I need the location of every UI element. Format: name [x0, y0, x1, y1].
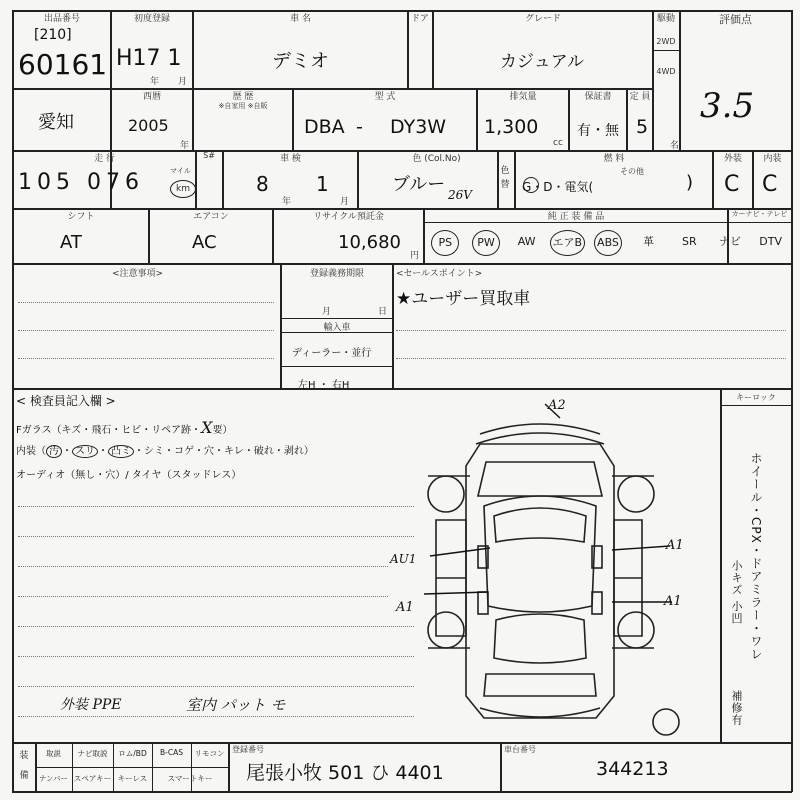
equipment-item [466, 230, 507, 256]
equipment-list [425, 226, 791, 260]
inspection-month: 1 [316, 172, 329, 196]
model-type-label: 型 式 [374, 92, 396, 102]
fuel-other-label: その他 [620, 167, 644, 176]
model-year: 2005 [128, 116, 169, 135]
equipment-item [710, 230, 751, 254]
dotted-line [18, 566, 388, 567]
interior-item: 破れ [253, 446, 274, 457]
footer-equipment-item: B-CAS [160, 748, 183, 757]
displacement: 1,300 [484, 116, 539, 138]
drive-4wd: 4WD [656, 67, 676, 76]
damage-mark-right-upper: A1 [666, 538, 684, 553]
interior-label: 内装 [763, 154, 782, 164]
caution-label: <注意事項> [112, 269, 164, 279]
footer-items-row1 [35, 744, 228, 766]
interior-prefix: 内装（ [16, 446, 46, 457]
dotted-line [18, 626, 414, 627]
dotted-line [396, 358, 786, 359]
import-label: 輸入車 [323, 323, 351, 333]
fuel-gasoline-circle [523, 177, 539, 193]
windshield-line [16, 418, 232, 437]
damage-mark-left-upper: AU1 [390, 552, 417, 566]
damage-mark-left-lower: A1 [396, 600, 414, 615]
interior-item: キレ [224, 446, 244, 457]
warranty: 有・無 [577, 123, 619, 139]
aircon-label: エアコン [193, 212, 229, 222]
damage-mark-front: A2 [548, 398, 566, 413]
drive-2wd: 2WD [656, 37, 676, 46]
audio-tire-line: オーディオ（無し・穴）/ タイヤ（スタッドレス） [16, 470, 242, 481]
year-suffix: 年 [150, 77, 160, 87]
rule [392, 263, 394, 388]
footer-equipment-item: 取説 [46, 749, 61, 758]
sales-point: ★ユーザー買取車 [396, 289, 531, 309]
dotted-line [396, 330, 786, 331]
footer-equipment-item: スペアキー [73, 774, 112, 783]
registration-number: 尾張小牧 501 ひ 4401 [246, 762, 444, 784]
separator: ・ [62, 446, 72, 457]
footer-equipment-item: ナンバー [38, 774, 69, 783]
exterior-grade: C [724, 172, 740, 197]
handwritten-note-exterior: 外装 PPE [60, 697, 122, 713]
month-suffix: 月 [178, 77, 188, 87]
color-change-label: 色替 [500, 166, 510, 190]
steering-option: 左H ・ 右H [298, 380, 350, 391]
person-suffix: 名 [670, 141, 680, 151]
separator: ・ [243, 446, 254, 457]
equipment-item [547, 230, 588, 256]
rule [652, 10, 654, 150]
rule [280, 366, 392, 367]
rule [720, 388, 722, 742]
footer-items-row2 [35, 769, 228, 791]
rule [791, 10, 793, 792]
recycle-label: リサイクル預託金 [313, 212, 384, 222]
unit-km: km [170, 180, 196, 198]
separator: ・ [98, 446, 108, 457]
month-suffix: 月 [322, 307, 332, 317]
equipment-item [506, 230, 547, 254]
equipment-item-label: PS [431, 230, 459, 256]
sales-point-label: <セールスポイント> [396, 269, 483, 279]
key-lock-label: キーロック [736, 393, 776, 402]
equipment-item [425, 230, 466, 256]
footer-equipment-item: ナビ取説 [77, 749, 108, 758]
color-code: 26V [448, 188, 472, 202]
chassis-no-label: 車台番号 [504, 745, 536, 754]
footer-equipment-item: ロム/BD [118, 749, 147, 758]
reg-deadline-label: 登録義務期限 [309, 269, 364, 279]
equipment-item [588, 230, 629, 256]
interior-item: スリ [72, 445, 98, 458]
year-suffix: 年 [282, 197, 292, 207]
car-name-label: 車 名 [290, 14, 311, 24]
rule [12, 263, 792, 265]
history-sub-label: ※自家用 ※自販 [218, 102, 268, 110]
equipment-item-label: DTV [759, 235, 783, 248]
first-registration: H17 1 [116, 46, 182, 71]
footer-equipment-item: リモコン [194, 749, 225, 758]
rule [35, 767, 228, 768]
model-prefix: DBA [304, 116, 345, 138]
dealer-option: ディーラー・並行 [292, 348, 372, 359]
repair-note: 補修有 [730, 690, 743, 726]
day-suffix: 日 [378, 307, 388, 317]
reg-no-label: 登録番号 [232, 745, 264, 754]
month-suffix: 月 [340, 197, 350, 207]
interior-item: コゲ [174, 446, 194, 457]
rule [12, 791, 792, 793]
equipment-item-label: PW [472, 230, 500, 256]
dotted-line [18, 330, 274, 331]
windshield-mark: X [201, 418, 213, 437]
inspector-title: < 検査員記入欄 > [16, 394, 116, 408]
rule [228, 742, 230, 792]
grade-label: グレード [524, 14, 561, 24]
equipment-label: 純 正 装 備 品 [547, 212, 605, 222]
rule [12, 10, 14, 792]
rule [280, 318, 392, 319]
interior-item: 穴 [204, 446, 214, 457]
color: ブルー [392, 174, 446, 195]
fuel-label: 燃 料 [603, 154, 625, 164]
rule [720, 405, 792, 406]
car-navi-label: カーナビ・テレビ [731, 210, 788, 218]
equipment-item-label: 革 [643, 235, 655, 248]
history-label: 歴 歴 [232, 92, 254, 102]
displacement-label: 排気量 [509, 92, 537, 102]
interior-item: 汚 [46, 445, 62, 458]
model-dash: - [356, 116, 363, 138]
fuel-close: ) [686, 172, 694, 193]
rule [423, 222, 791, 223]
rule [679, 10, 681, 150]
drive-label: 駆動 [656, 14, 675, 24]
equipment-item-label: ABS [594, 230, 622, 256]
handwritten-note-interior: 室内 パット モ [186, 696, 286, 714]
dotted-line [18, 656, 414, 657]
exterior-label: 外装 [723, 154, 742, 164]
region: 愛知 [38, 112, 74, 133]
equipment-item [669, 230, 710, 254]
rule [12, 388, 792, 390]
dotted-line [18, 506, 414, 507]
model-year-label: 西暦 [142, 92, 161, 102]
damage-mark-right-lower: A1 [664, 594, 682, 609]
interior-item: 剥れ [283, 446, 304, 457]
equipment-item-label: エアB [550, 230, 586, 256]
rule [500, 742, 502, 792]
dotted-line [18, 596, 388, 597]
shift: AT [60, 232, 82, 253]
windshield-suffix: 要） [212, 425, 233, 436]
aircon: AC [192, 232, 217, 253]
grade: カジュアル [500, 52, 584, 72]
wheel-note: ホイール・CPX・ドアミラー・ワレ [749, 452, 763, 661]
inspection-label: 車 検 [280, 154, 301, 164]
equipment-item-label: SR [682, 235, 697, 248]
equipment-item-label: AW [517, 235, 536, 248]
score-label: 評価点 [719, 13, 752, 26]
lane-number: [210] [34, 27, 72, 43]
rule [652, 50, 679, 51]
mileage-label: 走 行 [94, 154, 115, 164]
unit-mile: マイル [170, 167, 191, 175]
cc-unit: cc [553, 138, 563, 148]
dotted-line [18, 358, 274, 359]
footer-equipment-item: スマートキー [167, 774, 213, 783]
interior-grade: C [762, 172, 778, 197]
auction-no-label: 出品番号 [43, 14, 80, 24]
meter-label: S# [203, 151, 215, 160]
interior-line [16, 442, 314, 457]
equipment-item [750, 230, 791, 254]
interior-item: シミ [144, 446, 164, 457]
recycle-fee: 10,680 [338, 232, 401, 253]
color-label: 色 (Col.No) [412, 154, 461, 164]
separator: ・ [194, 446, 204, 457]
equipment-item-label: ナビ [718, 235, 741, 248]
capacity-label: 定 員 [629, 92, 651, 102]
dotted-line [18, 686, 414, 687]
separator: ・ [273, 446, 284, 457]
year-suffix: 年 [180, 141, 190, 151]
footer-equipment-item: キーレス [117, 774, 148, 783]
shift-label: シフト [67, 212, 95, 222]
capacity: 5 [636, 116, 649, 138]
dotted-line [18, 716, 414, 717]
score: 3.5 [700, 86, 755, 126]
equipment-item [628, 230, 669, 254]
fuel: G・D・電気( [522, 180, 594, 194]
interior-suffix: ） [303, 446, 314, 457]
warranty-label: 保証書 [584, 92, 612, 102]
windshield-text: Fガラス（キズ・飛石・ヒビ・リペア跡・ [16, 425, 202, 436]
car-name: デミオ [272, 50, 330, 72]
door-label: ドア [411, 14, 429, 24]
separator: ・ [214, 446, 224, 457]
footer-equipment-label: 装 備 [19, 751, 29, 781]
car-damage-diagram [380, 396, 716, 742]
separator: ・ [164, 446, 174, 457]
recycle-unit: 円 [410, 251, 420, 261]
model-code: DY3W [390, 116, 447, 138]
chassis-number: 344213 [596, 758, 669, 780]
separator: ・ [134, 446, 144, 457]
lot-number: 60161 [18, 48, 108, 81]
interior-item: 凸ミ [108, 445, 134, 458]
dotted-line [18, 536, 414, 537]
mileage: 105 076 [18, 170, 144, 195]
dotted-line [18, 302, 274, 303]
inspection-year: 8 [256, 172, 269, 196]
first-reg-label: 初度登録 [133, 14, 170, 24]
scratch-note: 小キズ 小凹 [730, 560, 743, 625]
